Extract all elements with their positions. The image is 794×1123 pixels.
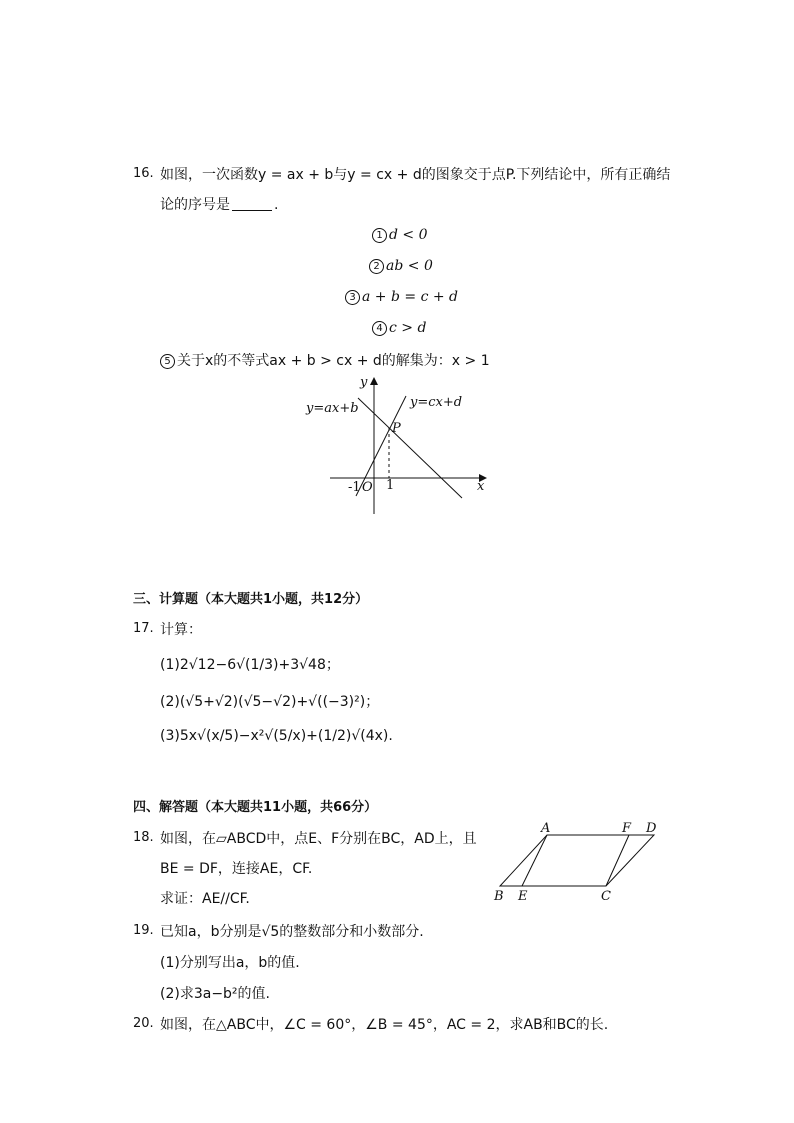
q16-line1: 如图，一次函数y = ax + b与y = cx + d的图象交于点P.下列结论中，所有正确结 bbox=[160, 167, 671, 183]
q17-item-1: (1)2√12−6√(1/3)+3√48； bbox=[160, 657, 340, 673]
circled-number: 4 bbox=[372, 321, 387, 336]
vertex-d-label: D bbox=[646, 821, 657, 836]
line2-label: y=cx+d bbox=[410, 395, 463, 410]
q18-line3: 求证：AE//CF. bbox=[160, 891, 250, 907]
q19-line3: (2)求3a−b²的值. bbox=[160, 986, 270, 1002]
q19-line2: (1)分别写出a，b的值. bbox=[160, 955, 300, 971]
q18-number: 18. bbox=[133, 830, 154, 845]
q16-option-2 bbox=[369, 258, 433, 274]
q17-prompt: 计算： bbox=[160, 622, 202, 638]
circled-number: 1 bbox=[372, 228, 387, 243]
vertex-c-label: C bbox=[601, 889, 611, 904]
circled-number: 3 bbox=[345, 290, 360, 305]
q18-figure bbox=[488, 818, 668, 908]
tick-neg1-label: -1 bbox=[348, 480, 361, 495]
section-3-title: 三、计算题（本大题共1小题，共12分） bbox=[133, 592, 369, 607]
q17-number: 17. bbox=[133, 621, 154, 636]
y-axis-label: y bbox=[360, 375, 368, 390]
q16-number: 16. bbox=[133, 166, 154, 181]
q19-number: 19. bbox=[133, 923, 154, 938]
option-text: ab < 0 bbox=[386, 258, 433, 274]
q16-graph bbox=[300, 372, 500, 520]
q16-option-3 bbox=[345, 289, 458, 305]
vertex-b-label: B bbox=[494, 889, 504, 904]
vertex-a-label: A bbox=[541, 821, 551, 836]
x-axis-label: x bbox=[477, 479, 485, 494]
circled-number: 2 bbox=[369, 259, 384, 274]
segment-ae bbox=[522, 835, 547, 886]
q17-item-2: (2)(√5+√2)(√5−√2)+√((−3)²)； bbox=[160, 694, 380, 710]
option-text: c > d bbox=[389, 320, 427, 336]
vertex-f-label: F bbox=[622, 821, 632, 836]
q18-line2: BE = DF，连接AE，CF. bbox=[160, 861, 313, 877]
option-text: d < 0 bbox=[389, 227, 428, 243]
answer-blank bbox=[232, 210, 272, 211]
line1-label: y=ax+b bbox=[306, 401, 359, 416]
q19-line1: 已知a，b分别是√5的整数部分和小数部分. bbox=[160, 924, 424, 940]
q17-item-3: (3)5x√(x/5)−x²√(5/x)+(1/2)√(4x). bbox=[160, 728, 393, 744]
tick-1-label: 1 bbox=[386, 478, 395, 493]
q16-line2 bbox=[160, 194, 278, 214]
q16-option-5 bbox=[160, 350, 490, 370]
section-4-title: 四、解答题（本大题共11小题，共66分） bbox=[133, 800, 378, 815]
parallelogram-abcd bbox=[500, 835, 654, 886]
option-text: 关于x的不等式ax + b > cx + d的解集为：x > 1 bbox=[177, 353, 490, 369]
point-p-label: P bbox=[392, 421, 401, 436]
q20-number: 20. bbox=[133, 1016, 154, 1031]
q16-option-4 bbox=[372, 320, 426, 336]
q16-line2-text: 论的序号是 bbox=[160, 197, 230, 213]
q20-line1: 如图，在△ABC中，∠C = 60°，∠B = 45°，AC = 2，求AB和BC的长. bbox=[160, 1017, 609, 1033]
option-text: a + b = c + d bbox=[362, 289, 459, 305]
segment-cf bbox=[606, 835, 629, 886]
q18-line1: 如图，在▱ABCD中，点E、F分别在BC，AD上，且 bbox=[160, 831, 477, 847]
origin-label: O bbox=[362, 480, 373, 495]
q16-line2-end: . bbox=[274, 197, 279, 213]
vertex-e-label: E bbox=[518, 889, 528, 904]
circled-number: 5 bbox=[160, 354, 175, 369]
q16-option-1 bbox=[372, 227, 428, 243]
